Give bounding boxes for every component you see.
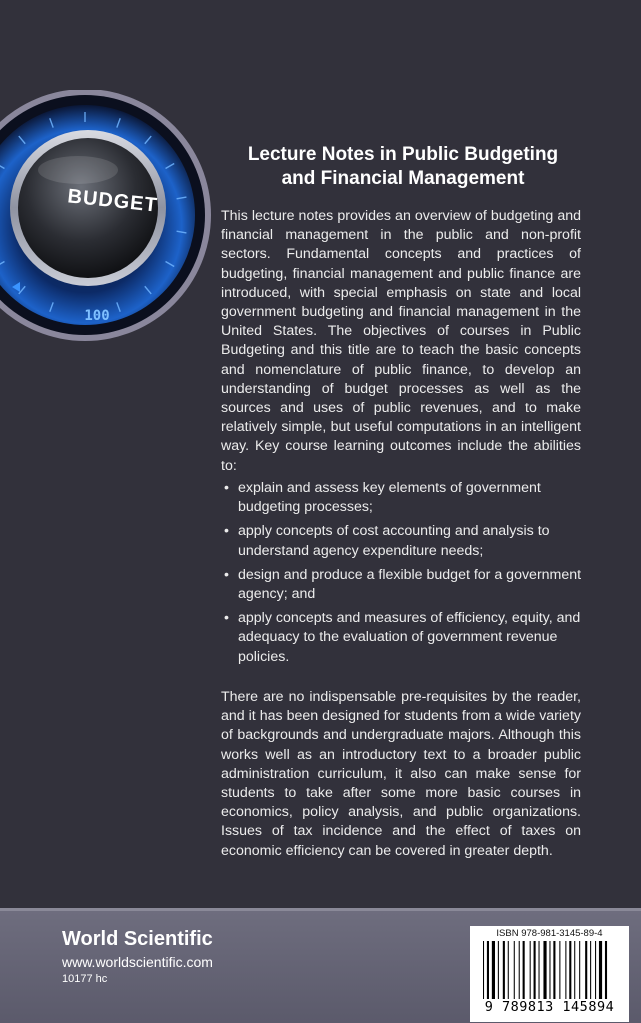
title-line-2: and Financial Management	[281, 168, 525, 189]
dial-label-budget: BUDGET	[66, 185, 159, 217]
dial-readout: 100	[84, 308, 110, 324]
intro-paragraph: This lecture notes provides an overview of budgeting and financial management in the public and non-profit sectors. Fundamental concepts and practices of budgeting, financial management and public finance are introduced, with special emphasis on state and local government budgeting and financial management in the United States. The objectives of courses in Public Budgeting and this title are to teach the basic concepts and nomenclature of public finance, to develop an understanding of budget processes as well as the sources and uses of public revenues, and to make relatively simple, but useful computations in an intelligent way. Key course learning outcomes include the abilities to:	[221, 208, 581, 474]
list-item	[222, 522, 587, 560]
list-item	[222, 566, 587, 604]
barcode-number: 9 789813 145894	[484, 999, 615, 1015]
bullet-icon: •	[224, 566, 229, 583]
outro-paragraph: There are no indispensable pre-requisites by the reader, and it has been designed for students from a wide variety of backgrounds and undergraduate majors. Although this works well as an introductory text to a broader public administration curriculum, it also can make sense for students to take after some more basic courses in economics, policy analysis, and public organizations. Issues of tax incidence and the effect of taxes on economic efficiency can be covered in greater depth.	[221, 689, 581, 859]
publisher-name: World Scientific	[62, 928, 213, 950]
list-item-text: apply concepts and measures of efficiency, equity, and adequacy to the evaluation of government revenue policies.	[238, 610, 581, 665]
bullet-icon: •	[224, 480, 229, 496]
list-item-text: explain and assess key elements of government budgeting processes;	[238, 480, 541, 516]
list-item-text: apply concepts of cost accounting and analysis to understand agency expenditure needs;	[238, 523, 550, 559]
book-title	[218, 143, 588, 191]
list-item-text: design and produce a flexible budget for a government agency; and	[238, 566, 582, 603]
barcode	[470, 926, 629, 1022]
list-item	[222, 479, 587, 517]
learning-outcomes-list	[222, 479, 587, 672]
barcode-bars-icon	[482, 941, 622, 999]
budget-dial-image	[0, 90, 215, 360]
bullet-icon: •	[224, 610, 229, 627]
title-line-1: Lecture Notes in Public Budgeting	[247, 144, 559, 165]
catalog-code: 10177 hc	[62, 973, 108, 985]
bullet-icon: •	[224, 523, 229, 540]
publisher-footer	[0, 908, 641, 1023]
publisher-website: www.worldscientific.com	[62, 954, 213, 970]
list-item	[222, 609, 587, 667]
isbn-label: ISBN 978-981-3145-89-4	[496, 928, 603, 939]
